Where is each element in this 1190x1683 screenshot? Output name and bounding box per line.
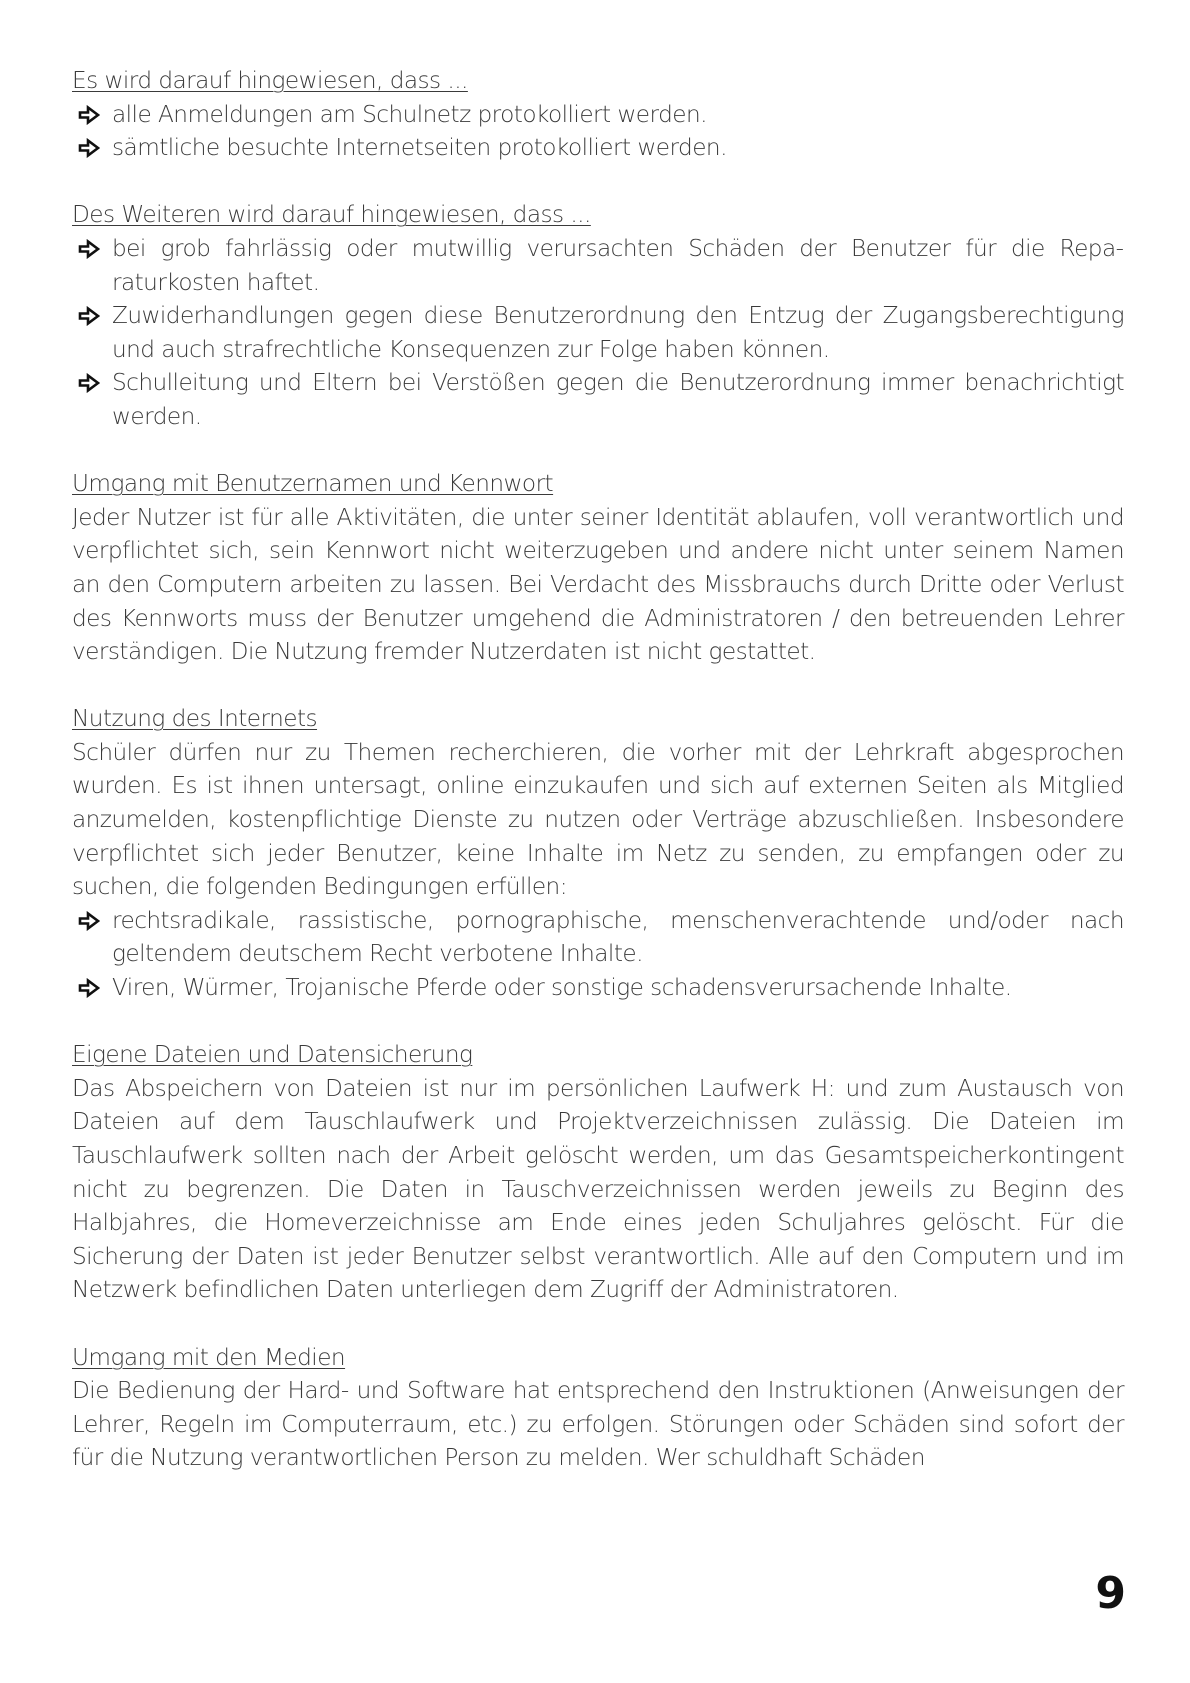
right-arrow-icon [78,306,100,326]
list-item-text: sämtliche besuchte Internetseiten protokolliert werden. [112,134,727,162]
right-arrow-icon [78,911,100,931]
list-item-text: Viren, Würmer, Trojanische Pferde oder sonstige schadensverursachende Inhalte. [112,974,1012,1002]
section-paragraph: Das Abspeichern von Dateien ist nur im persönlichen Laufwerk H: und zum Austausch von Dateien auf dem Tauschlaufwerk und Projektverzeichnissen zulässig. Die Dateien im Tauschlaufwerk sollten nach der Arbeit gelöscht werden, um das Gesamtspeicherkontingent nicht zu begrenzen. Die Daten in Tauschverzeichnissen werden jeweils zu Beginn des Halbjahres, die Homeverzeichnisse am Ende eines jeden Schuljahres gelöscht. Für die Sicherung der Daten ist jeder Benutzer selbst verantwortlich. Alle auf den Computern und im Netzwerk befindlichen Daten unterliegen dem Zugriff der Administratoren. [72,1074,1124,1304]
section-username-password [72,467,1124,669]
section-heading: Eigene Dateien und Datensicherung [72,1041,473,1069]
right-arrow-icon [78,138,100,158]
right-arrow-icon [78,373,100,393]
bullet-list [72,232,1124,434]
list-item [72,971,1124,1005]
list-item-text: rechtsradikale, rassistische, pornographische, menschenverachtende und/oder nach geltendem deutschem Recht verbotene Inhalte. [112,906,1124,968]
right-arrow-icon [78,105,100,125]
list-item [72,366,1124,433]
section-heading: Nutzung des Internets [72,705,318,733]
section-heading: Des Weiteren wird darauf hingewiesen, dass ... [72,201,591,229]
section-further-notice [72,198,1124,433]
list-item [72,299,1124,366]
list-item [72,904,1124,971]
section-files-backup [72,1038,1124,1307]
list-item [72,232,1124,299]
page-number: 9 [1095,1568,1126,1619]
section-heading: Es wird darauf hingewiesen, dass ... [72,67,468,94]
section-heading: Umgang mit den Medien [72,1343,346,1371]
section-internet-use [72,702,1124,1004]
bullet-list [72,904,1124,1005]
right-arrow-icon [78,239,100,259]
list-item-text: Schulleitung und Eltern bei Verstößen gegen die Benutzerordnung immer benachrichtigt werden. [112,369,1124,430]
list-item-text: Zuwiderhandlungen gegen diese Benutzerordnung den Entzug der Zugangsberechtigung und auch strafrechtliche Konsequenzen zur Folge haben können. [112,302,1124,363]
section-paragraph: Die Bedienung der Hard- und Software hat entsprechend den Instruktionen (Anweisungen der Lehrer, Regeln im Computerraum, etc.) zu erfolgen. Störungen oder Schäden sind sofort der für die Nutzung verantwortlichen Person zu melden. Wer schuldhaft Schäden [72,1377,1124,1472]
section-paragraph: Jeder Nutzer ist für alle Aktivitäten, die unter seiner Identität ablaufen, voll verantwortlich und verpflichtet sich, sein Kennwort nicht weiterzugeben und andere nicht unter seinem Namen an den Computern arbeiten zu lassen. Bei Verdacht des Missbrauchs durch Dritte oder Verlust des Kennworts muss der Benutzer umgehend die Administratoren / den betreuenden Lehrer verständigen. Die Nutzung fremder Nutzerdaten ist nicht gestattet. [72,503,1124,666]
right-arrow-icon [78,978,100,998]
section-paragraph: Schüler dürfen nur zu Themen recherchieren, die vorher mit der Lehrkraft abgesprochen wurden. Es ist ihnen untersagt, online einzukaufen und sich auf externen Seiten als Mitglied anzumelden, kostenpflichtige Dienste zu nutzen oder Verträge abzuschließen. Insbesondere verpflichtet sich jeder Benutzer, keine Inhalte im Netz zu senden, zu empfangen oder zu suchen, die folgenden Bedingungen erfüllen: [72,738,1124,901]
section-notice [72,64,1124,165]
section-heading: Umgang mit Benutzernamen und Kennwort [72,470,554,498]
list-item [72,131,1124,165]
list-item-text: alle Anmeldungen am Schulnetz protokolliert werden. [112,100,707,128]
list-item-text: bei grob fahrlässig oder mutwillig verursachten Schäden der Benutzer für die Reparaturkosten haftet. [112,234,1124,296]
bullet-list [72,98,1124,165]
section-media-handling [72,1341,1124,1475]
list-item [72,98,1124,132]
page-content [72,64,1124,1509]
